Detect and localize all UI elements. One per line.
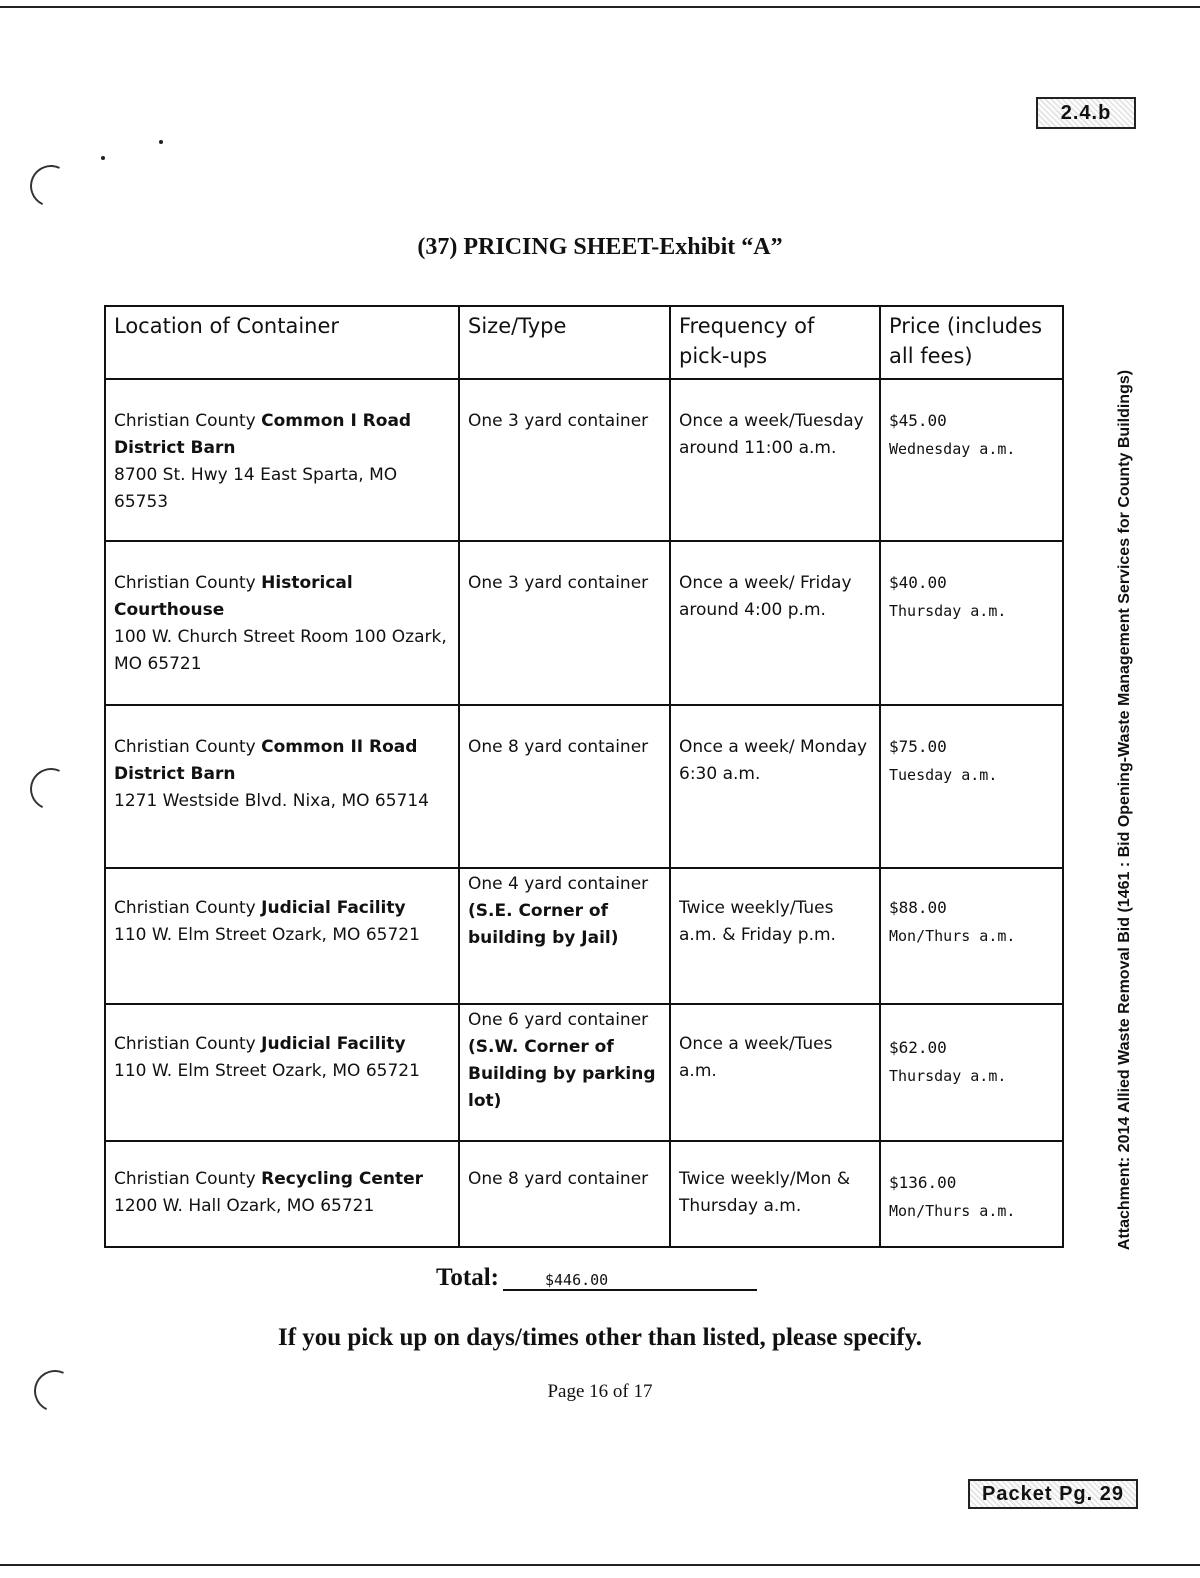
table-row [105,868,1063,1004]
agenda-item-badge: 2.4.b [1036,97,1136,129]
container-location-note: (S.W. Corner of Building by parking lot) [468,1037,656,1112]
location-facility: Common I Road District Barn [114,410,412,459]
location-cell [105,868,459,1004]
location-county: Christian County [114,572,262,593]
container-size: One 3 yard container [468,572,649,593]
table-row [105,1004,1063,1141]
location-county: Christian County [114,897,262,918]
location-cell [105,379,459,541]
column-header-frequency: Frequency of pick-ups [670,306,880,379]
table-row [105,705,1063,868]
price-amount: $75.00 [889,736,947,756]
container-location-note: (S.E. Corner of building by Jail) [468,901,619,949]
location-facility: Common II Road District Barn [114,736,418,785]
container-size: One 4 yard container [468,873,649,894]
price-amount: $136.00 [889,1172,957,1192]
size-cell [459,1004,670,1141]
frequency-cell: Once a week/ Monday 6:30 a.m. [670,705,880,868]
location-cell [105,541,459,705]
column-header-price: Price (includes all fees) [880,306,1063,379]
price-cell [880,541,1063,705]
scan-speck [159,140,163,144]
table-row [105,379,1063,541]
size-cell [459,868,670,1004]
location-address: 110 W. Elm Street Ozark, MO 65721 [114,925,420,946]
pickup-day: Tuesday a.m. [889,766,998,785]
packet-page-badge: Packet Pg. 29 [968,1479,1138,1509]
table-row [105,541,1063,705]
total-section [436,1264,757,1292]
location-address: 1200 W. Hall Ozark, MO 65721 [114,1196,375,1217]
document-title: (37) PRICING SHEET-Exhibit “A” [417,234,783,260]
location-county: Christian County [114,736,262,757]
pickup-day: Mon/Thurs a.m. [889,1202,1016,1221]
pickup-day: Thursday a.m. [889,1067,1007,1086]
location-cell [105,705,459,868]
bottom-rule [0,1564,1200,1566]
pickup-day: Mon/Thurs a.m. [889,927,1016,946]
location-cell [105,1004,459,1141]
location-facility: Historical Courthouse [114,572,353,621]
pricing-table [104,305,1064,1248]
price-amount: $88.00 [889,897,947,917]
price-cell [880,1004,1063,1141]
container-size: One 8 yard container [468,736,649,757]
scan-speck [101,156,105,160]
frequency-cell: Once a week/Tuesday around 11:00 a.m. [670,379,880,541]
location-address: 8700 St. Hwy 14 East Sparta, MO 65753 [114,465,398,513]
location-facility: Judicial Facility [261,1033,406,1054]
frequency-cell: Once a week/ Friday around 4:00 p.m. [670,541,880,705]
punch-hole-mark [24,762,78,816]
location-address: 110 W. Elm Street Ozark, MO 65721 [114,1061,420,1082]
pickup-day: Thursday a.m. [889,602,1007,621]
top-rule [0,6,1200,8]
table-row [105,1141,1063,1247]
attachment-sidebar-text: Attachment: 2014 Allied Waste Removal Bid (1461 : Bid Opening-Waste Management Services for County Buildings) [1116,369,1133,1251]
table-header-row [105,306,1063,379]
price-cell [880,1141,1063,1247]
pickup-day: Wednesday a.m. [889,440,1016,459]
size-cell [459,1141,670,1247]
location-cell [105,1141,459,1247]
frequency-cell: Twice weekly/Mon & Thursday a.m. [670,1141,880,1247]
column-header-size: Size/Type [459,306,670,379]
container-size: One 3 yard container [468,410,649,431]
location-address: 100 W. Church Street Room 100 Ozark, MO 65721 [114,627,447,675]
price-amount: $62.00 [889,1037,947,1057]
punch-hole-mark [24,159,78,213]
location-county: Christian County [114,1033,262,1054]
size-cell [459,541,670,705]
price-amount: $45.00 [889,410,947,430]
size-cell [459,705,670,868]
container-size: One 6 yard container [468,1009,649,1030]
price-cell [880,379,1063,541]
frequency-cell: Once a week/Tues a.m. [670,1004,880,1141]
price-cell [880,868,1063,1004]
page-number: Page 16 of 17 [547,1381,653,1402]
location-facility: Judicial Facility [261,897,406,918]
frequency-cell: Twice weekly/Tues a.m. & Friday p.m. [670,868,880,1004]
column-header-location: Location of Container [105,306,459,379]
location-facility: Recycling Center [261,1168,424,1189]
total-label: Total: [436,1264,499,1291]
container-size: One 8 yard container [468,1168,649,1189]
size-cell [459,379,670,541]
total-value: $446.00 [503,1271,757,1291]
price-amount: $40.00 [889,572,947,592]
specify-note: If you pick up on days/times other than listed, please specify. [277,1324,923,1351]
price-cell [880,705,1063,868]
location-county: Christian County [114,410,262,431]
location-county: Christian County [114,1168,262,1189]
location-address: 1271 Westside Blvd. Nixa, MO 65714 [114,791,429,812]
